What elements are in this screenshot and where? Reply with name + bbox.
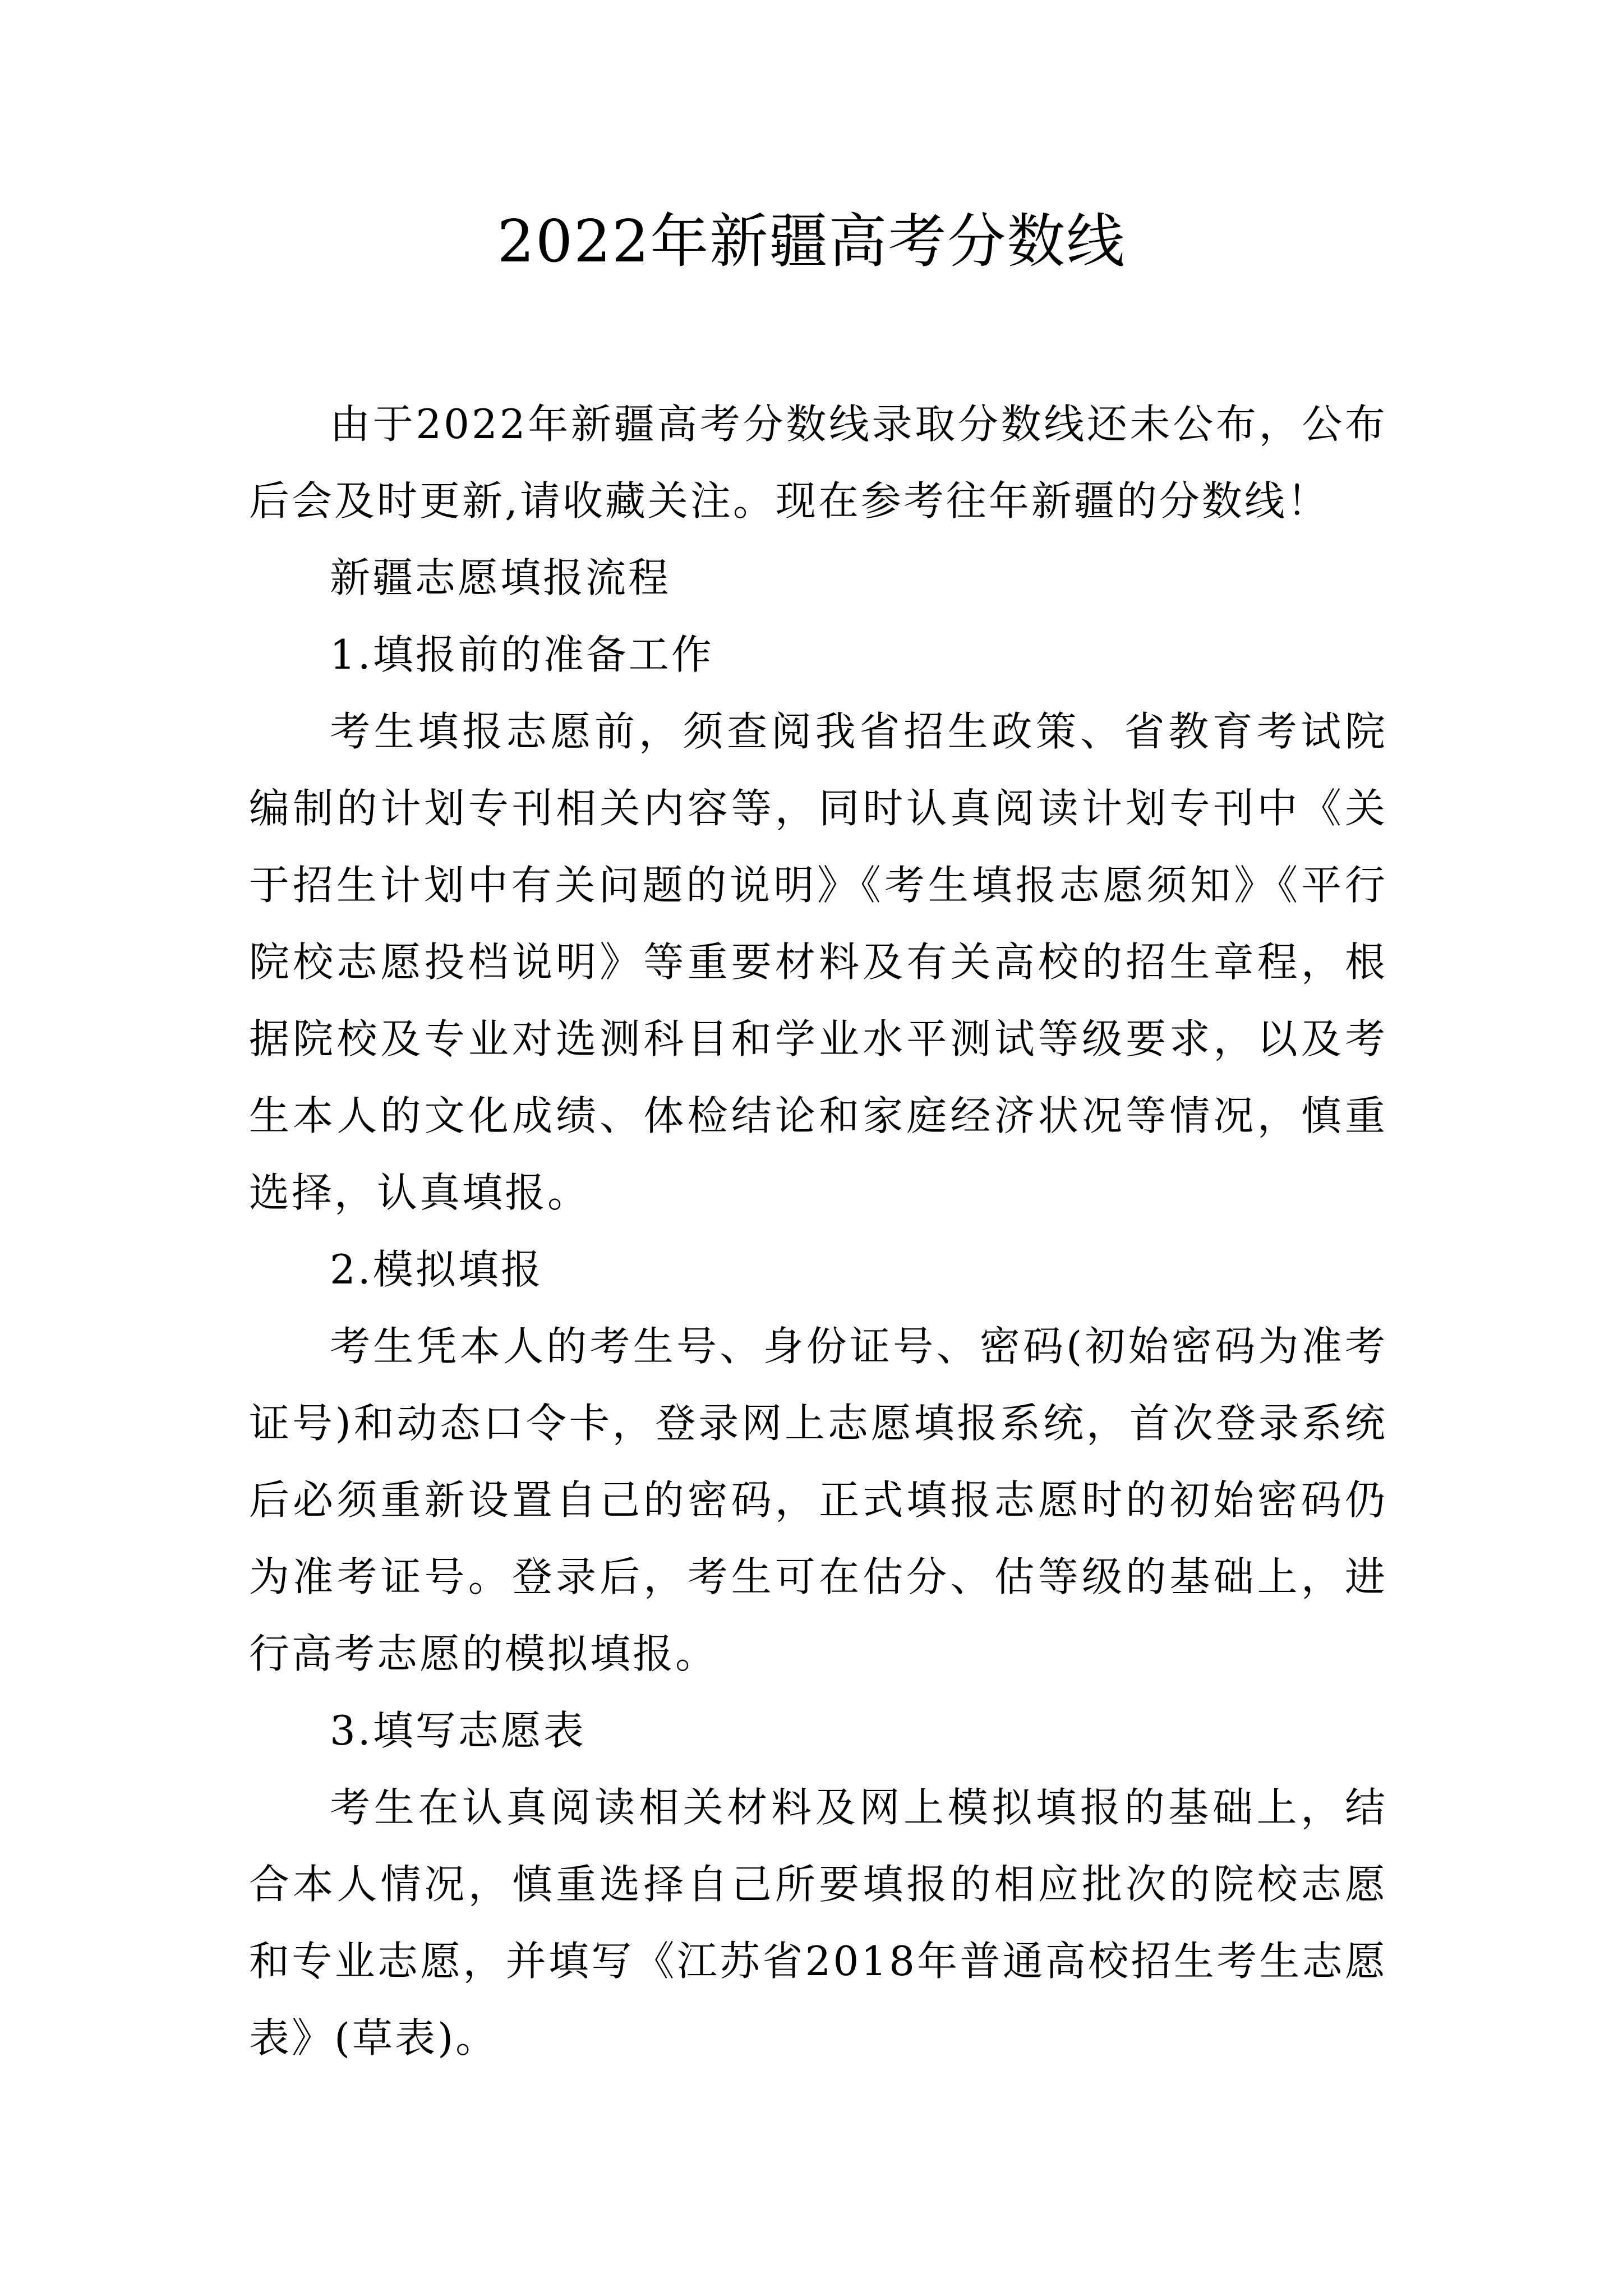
paragraph-intro: 由于2022年新疆高考分数线录取分数线还未公布，公布后会及时更新,请收藏关注。现在参考往年新疆的分数线！ — [249, 401, 1387, 524]
document-title: 2022年新疆高考分数线 — [497, 207, 1126, 275]
paragraph-step1-heading: 1.填报前的准备工作 — [330, 631, 714, 678]
paragraph-step3-heading: 3.填写志愿表 — [330, 1707, 586, 1754]
paragraph-step2-heading: 2.模拟填报 — [330, 1246, 543, 1293]
document-body — [249, 386, 1387, 2077]
paragraph-step2-body: 考生凭本人的考生号、身份证号、密码(初始密码为准考证号)和动态口令卡，登录网上志愿填报系统，首次登录系统后必须重新设置自己的密码，正式填报志愿时的初始密码仍为准考证号。登录后，考生可在估分、估等级的基础上，进行高考志愿的模拟填报。 — [249, 1323, 1387, 1677]
paragraph-step3-body: 考生在认真阅读相关材料及网上模拟填报的基础上，结合本人情况，慎重选择自己所要填报的相应批次的院校志愿和专业志愿，并填写《江苏省2018年普通高校招生考生志愿表》(草表)。 — [249, 1784, 1387, 2062]
paragraph-process-heading: 新疆志愿填报流程 — [330, 554, 671, 601]
paragraph-step1-body: 考生填报志愿前，须查阅我省招生政策、省教育考试院编制的计划专刊相关内容等，同时认真阅读计划专刊中《关于招生计划中有关问题的说明》《考生填报志愿须知》《平行院校志愿投档说明》等重要材料及有关高校的招生章程，根据院校及专业对选测科目和学业水平测试等级要求，以及考生本人的文化成绩、体检结论和家庭经济状况等情况，慎重选择，认真填报。 — [249, 708, 1387, 1216]
